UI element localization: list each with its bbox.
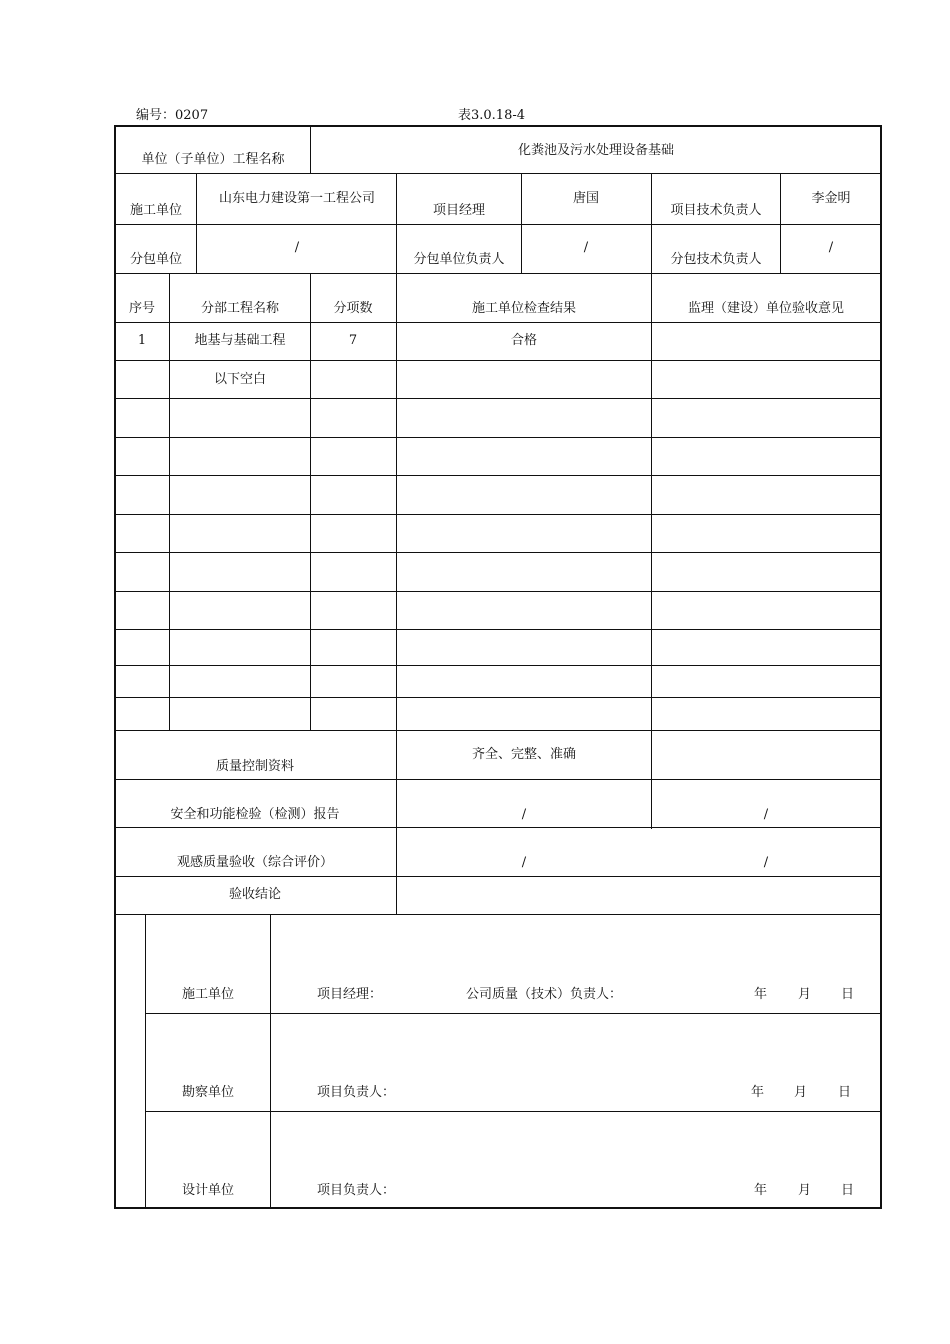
safety-report-result: / [521,807,527,822]
contractor-label: 施工单位 [129,203,183,218]
col-divider [196,174,197,273]
row-divider [115,591,881,592]
row-divider [115,398,881,399]
sign-construction-quality: 公司质量（技术）负责人： [466,987,623,1002]
appearance-result: / [521,855,527,870]
quality-control-label: 质量控制资料 [215,759,295,774]
sign-year: 年 [754,987,768,1002]
sign-construction-unit: 施工单位 [181,987,235,1002]
project-name-label: 单位（子单位）工程名称 [141,152,285,167]
col-result-header: 施工单位检查结果 [471,301,577,316]
table-number: 表3.0.18-4 [458,108,526,123]
sign-construction-manager: 项目经理： [317,987,383,1002]
tech-lead-value: 李金明 [811,191,851,206]
col-divider [145,914,146,1208]
project-name-value: 化粪池及污水处理设备基础 [517,143,675,158]
sign-survey-unit: 勘察单位 [181,1085,235,1100]
row-divider [115,514,881,515]
row-divider [115,730,881,731]
row-divider [146,1111,881,1112]
col-name-header: 分部工程名称 [200,301,280,316]
sign-day: 日 [838,1085,852,1100]
sign-survey-manager: 项目负责人： [317,1085,396,1100]
sign-month: 月 [798,1183,812,1198]
project-manager-label: 项目经理 [432,203,486,218]
row-divider [115,173,881,174]
row-divider [115,914,881,915]
row-divider [115,224,881,225]
subcontractor-tech-label: 分包技术负责人 [670,252,762,267]
row-divider [115,697,881,698]
col-count-header: 分项数 [333,301,373,316]
row-divider [115,629,881,630]
tech-lead-label: 项目技术负责人 [670,203,762,218]
row-divider [115,475,881,476]
sign-day: 日 [841,1183,855,1198]
sign-design-unit: 设计单位 [181,1183,235,1198]
acceptance-form-table [114,125,882,1209]
col-seq-header: 序号 [128,301,156,316]
col-divider [310,126,311,174]
sign-design-manager: 项目负责人： [317,1183,396,1198]
row-divider [115,552,881,553]
col-opinion-header: 监理（建设）单位验收意见 [687,301,845,316]
project-manager-value: 唐国 [572,191,600,206]
row-divider [115,273,881,274]
appearance-label: 观感质量验收（综合评价） [176,855,334,870]
form-code: 编号：0207 [136,108,209,123]
row-count: 7 [348,333,358,348]
col-divider [310,273,311,730]
col-divider [396,174,397,914]
row-name: 以下空白 [213,372,267,387]
row-divider [115,665,881,666]
sign-year: 年 [751,1085,765,1100]
subcontractor-head-value: / [583,240,589,255]
col-divider [169,273,170,730]
row-seq: 1 [137,333,147,348]
row-divider [115,876,881,877]
quality-control-result: 齐全、完整、准确 [471,747,577,762]
sign-year: 年 [754,1183,768,1198]
sign-month: 月 [798,987,812,1002]
sign-day: 日 [841,987,855,1002]
subcontractor-value: / [294,240,300,255]
col-divider [780,174,781,273]
col-divider [651,174,652,829]
subcontractor-head-label: 分包单位负责人 [413,252,505,267]
row-result: 合格 [510,333,538,348]
row-divider [115,360,881,361]
col-divider [521,174,522,273]
row-divider [115,779,881,780]
appearance-opinion: / [763,855,769,870]
safety-report-opinion: / [763,807,769,822]
row-name: 地基与基础工程 [194,333,286,348]
row-divider [115,437,881,438]
subcontractor-label: 分包单位 [129,252,183,267]
contractor-value: 山东电力建设第一工程公司 [218,191,376,206]
conclusion-label: 验收结论 [228,887,282,902]
row-divider [146,1013,881,1014]
row-divider [115,827,881,828]
sign-month: 月 [794,1085,808,1100]
subcontractor-tech-value: / [828,240,834,255]
safety-report-label: 安全和功能检验（检测）报告 [170,807,340,822]
row-divider [115,322,881,323]
col-divider [270,914,271,1208]
